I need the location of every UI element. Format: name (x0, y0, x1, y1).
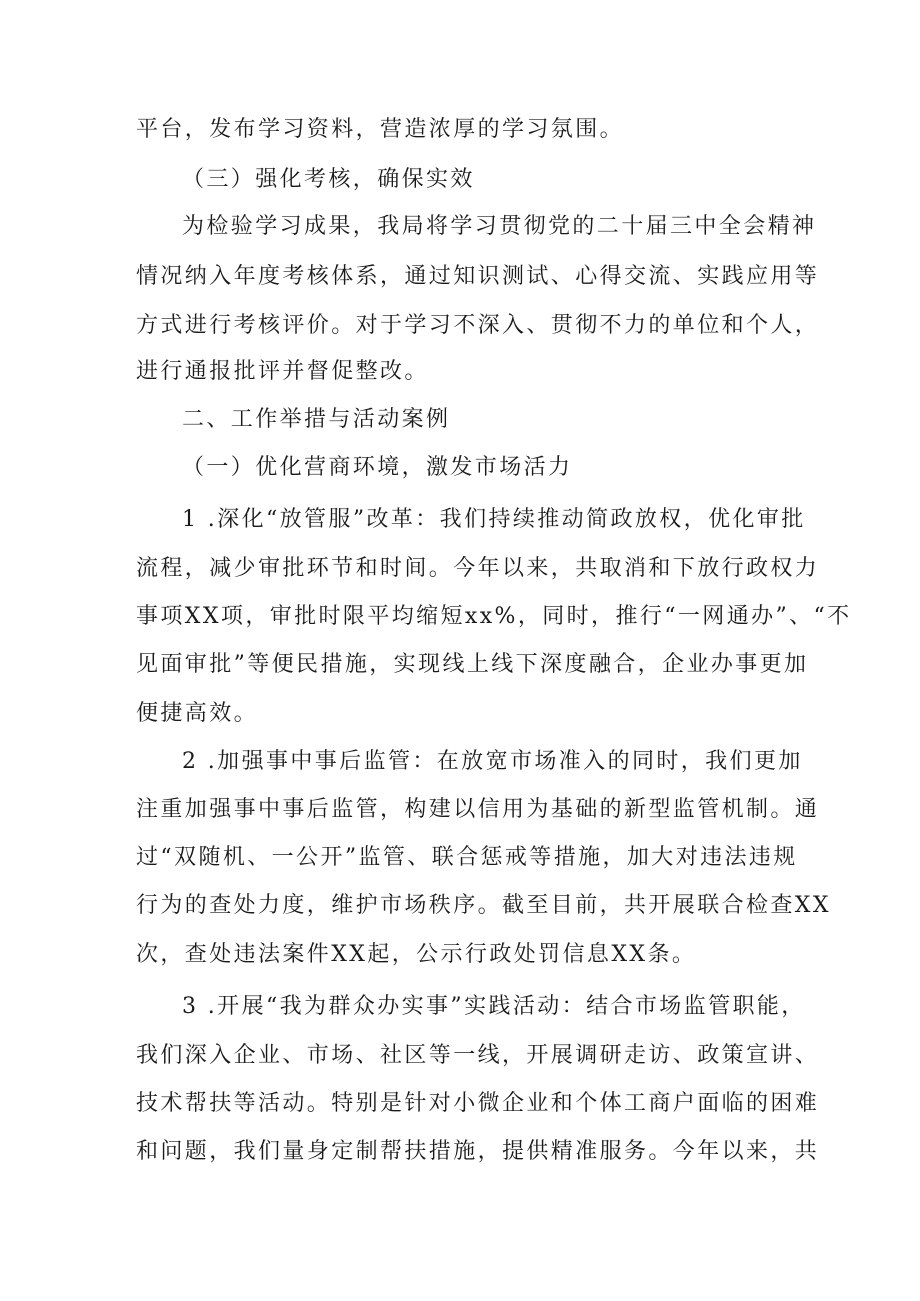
paragraph-line: 2 .加强事中事后监管：在放宽市场准入的同时，我们更加 (182, 749, 803, 774)
section-heading: （三）强化考核，确保实效 (182, 167, 475, 192)
paragraph-line: 注重加强事中事后监管，构建以信用为基础的新型监管机制。通 (136, 797, 820, 822)
paragraph-line: 情况纳入年度考核体系，通过知识测试、心得交流、实践应用等 (136, 264, 820, 289)
paragraph-line: 流程，减少审批环节和时间。今年以来，共取消和下放行政权力 (136, 556, 820, 581)
section-heading: （一）优化营商环境，激发市场活力 (182, 455, 573, 480)
paragraph-line: 平台，发布学习资料，营造浓厚的学习氛围。 (136, 117, 625, 142)
paragraph-line: 便捷高效。 (136, 701, 259, 726)
paragraph-line: 技术帮扶等活动。特别是针对小微企业和个体工商户面临的困难 (136, 1091, 820, 1116)
paragraph-line: 3 .开展“我为群众办实事”实践活动：结合市场监管职能， (182, 994, 806, 1019)
chapter-heading: 二、工作举措与活动案例 (182, 407, 451, 432)
paragraph-line: 进行通报批评并督促整改。 (136, 359, 429, 384)
paragraph-line: 方式进行考核评价。对于学习不深入、贯彻不力的单位和个人， (136, 313, 820, 338)
paragraph-line: 过“双随机、一公开”监管、联合惩戒等措施，加大对违法违规 (136, 845, 798, 870)
paragraph-line: 为检验学习成果，我局将学习贯彻党的二十届三中全会精神 (182, 214, 817, 239)
paragraph-line: 行为的查处力度，维护市场秩序。截至目前，共开展联合检查XX (136, 893, 831, 918)
paragraph-line: 我们深入企业、市场、社区等一线，开展调研走访、政策宣讲、 (136, 1043, 820, 1068)
paragraph-line: 次，查处违法案件XX起，公示行政处罚信息XX条。 (136, 942, 697, 967)
paragraph-line: 1 .深化“放管服”改革：我们持续推动简政放权，优化审批 (182, 507, 806, 532)
paragraph-line: 事项XX项，审批时限平均缩短xx%，同时，推行“一网通办”、“不 (136, 604, 852, 629)
paragraph-line: 见面审批”等便民措施，实现线上线下深度融合，企业办事更加 (136, 652, 809, 677)
paragraph-line: 和问题，我们量身定制帮扶措施，提供精准服务。今年以来，共 (136, 1139, 820, 1164)
